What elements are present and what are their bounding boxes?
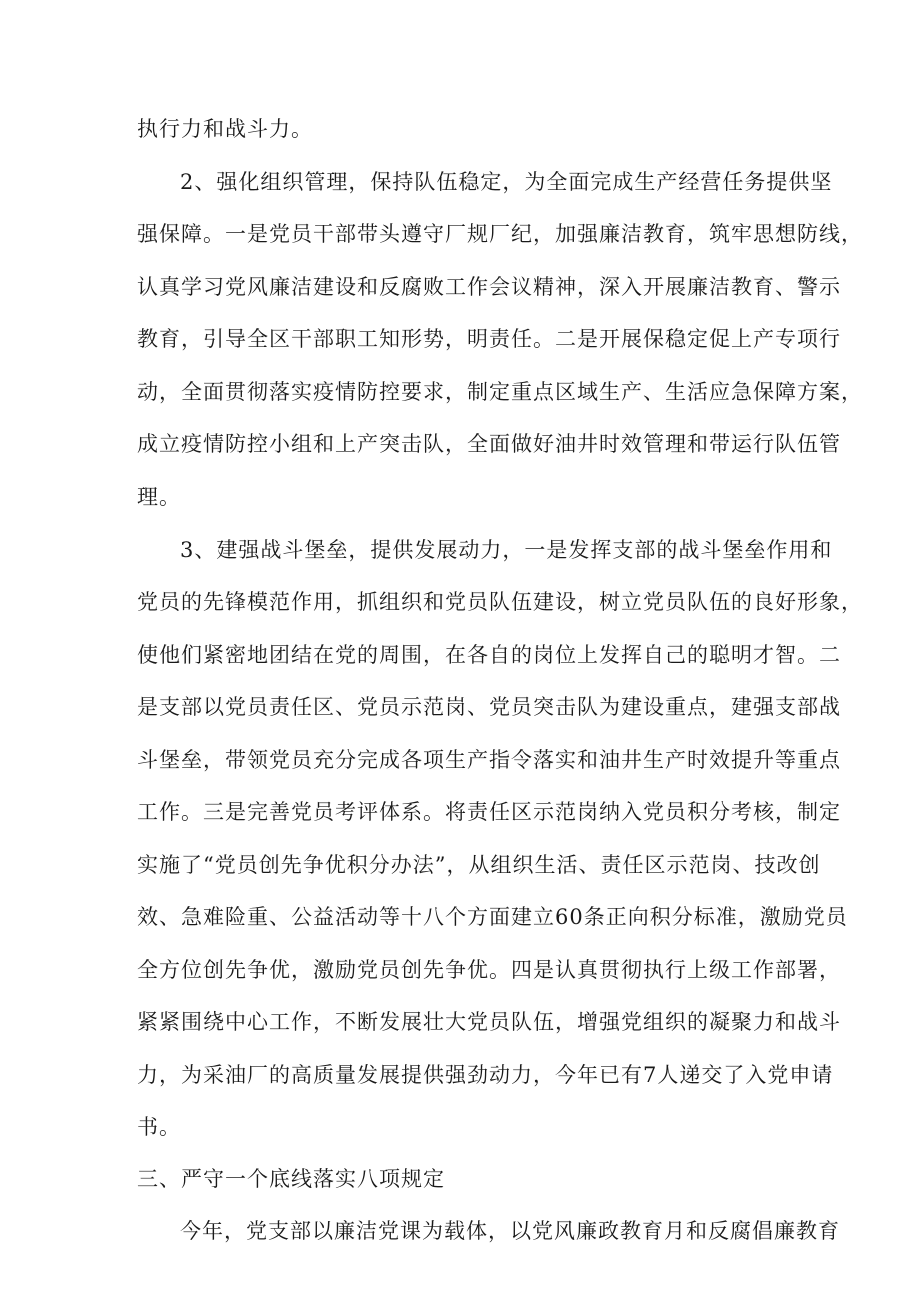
text-line: 全方位创先争优，激励党员创先争优。四是认真贯彻执行上级工作部署，	[137, 958, 841, 982]
text-line: 党员的先锋模范作用，抓组织和党员队伍建设，树立党员队伍的良好形象，	[137, 590, 863, 614]
paragraph-first-line: 2、强化组织管理，保持队伍稳定，为全面完成生产经营任务提供坚	[180, 170, 833, 194]
text-line: 斗堡垒，带领党员充分完成各项生产指令落实和油井生产时效提升等重点	[137, 748, 841, 772]
text-line: 是支部以党员责任区、党员示范岗、党员突击队为建设重点，建强支部战	[137, 695, 841, 719]
text-line: 强保障。一是党员干部带头遵守厂规厂纪，加强廉洁教育，筑牢思想防线，	[137, 222, 863, 246]
text-line: 效、急难险重、公益活动等十八个方面建立60条正向积分标准，激励党员	[137, 905, 848, 929]
paragraph-first-line: 3、建强战斗堡垒，提供发展动力，一是发挥支部的战斗堡垒作用和	[180, 538, 833, 562]
text-line: 紧紧围绕中心工作，不断发展壮大党员队伍，增强党组织的凝聚力和战斗	[137, 1010, 841, 1034]
section-heading: 三、严守一个底线落实八项规定	[137, 1167, 445, 1191]
text-line: 实施了“党员创先争优积分办法”，从组织生活、责任区示范岗、技改创	[137, 853, 821, 877]
text-line: 书。	[137, 1115, 181, 1139]
text-line: 理。	[137, 485, 181, 509]
text-line: 工作。三是完善党员考评体系。将责任区示范岗纳入党员积分考核，制定	[137, 800, 841, 824]
paragraph-first-line: 今年，党支部以廉洁党课为载体，以党风廉政教育月和反腐倡廉教育	[180, 1219, 840, 1243]
text-line: 认真学习党风廉洁建设和反腐败工作会议精神，深入开展廉洁教育、警示	[137, 275, 841, 299]
text-line: 成立疫情防控小组和上产突击队，全面做好油井时效管理和带运行队伍管	[137, 432, 841, 456]
text-line: 力，为采油厂的高质量发展提供强劲动力，今年已有7人递交了入党申请	[137, 1063, 834, 1087]
text-line: 使他们紧密地团结在党的周围，在各自的岗位上发挥自己的聪明才智。二	[137, 643, 841, 667]
text-line: 执行力和战斗力。	[137, 117, 313, 141]
text-line: 动，全面贯彻落实疫情防控要求，制定重点区域生产、生活应急保障方案，	[137, 380, 863, 404]
text-line: 教育，引导全区干部职工知形势，明责任。二是开展保稳定促上产专项行	[137, 327, 841, 351]
